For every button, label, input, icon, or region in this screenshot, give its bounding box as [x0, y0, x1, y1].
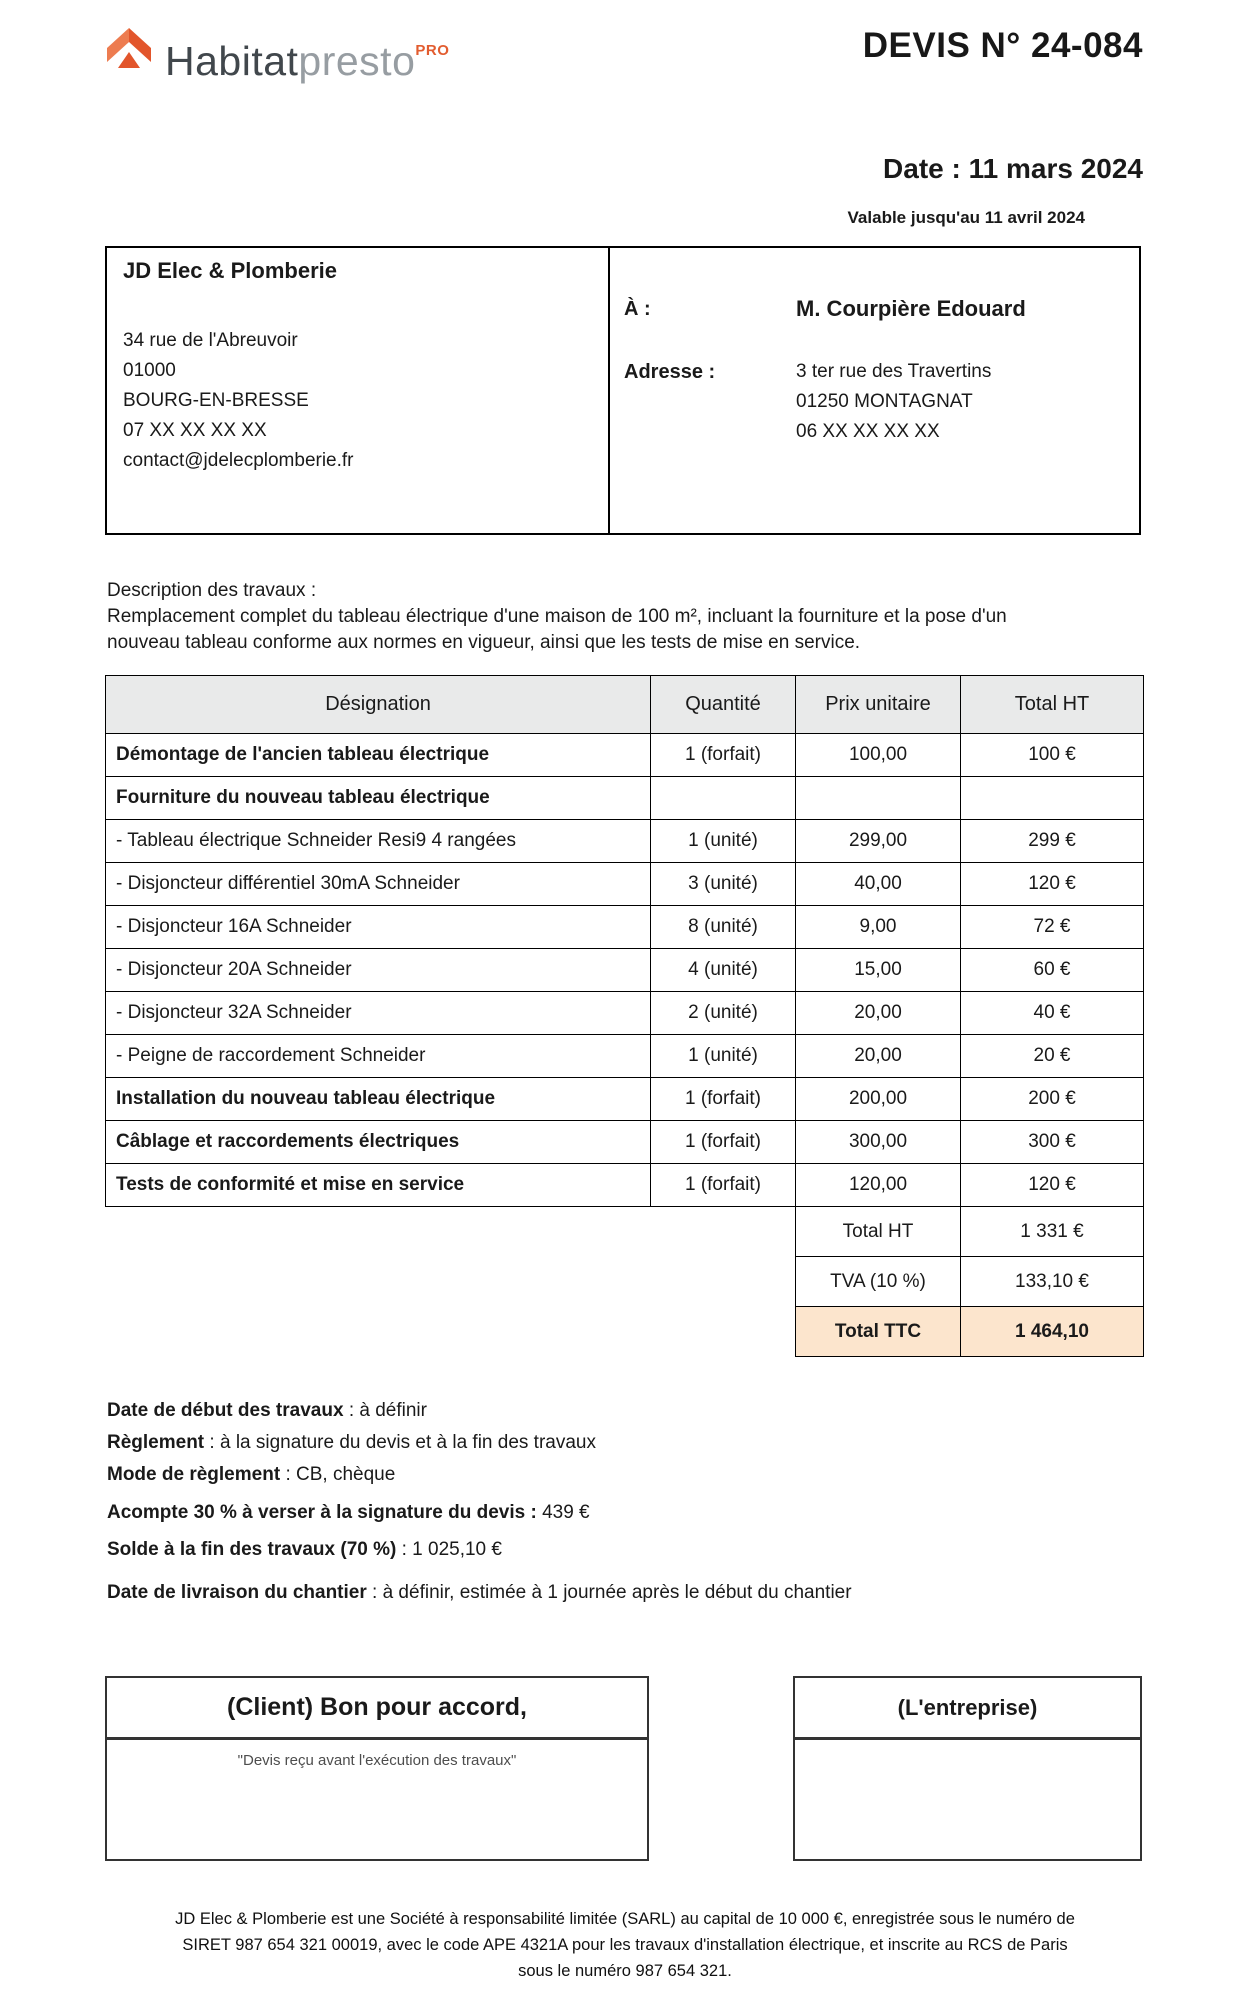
devis-number-title: DEVIS N° 24-084 [862, 26, 1143, 65]
item-total [961, 777, 1144, 820]
item-price: 40,00 [796, 863, 961, 906]
company-signature-box [793, 1676, 1142, 1861]
item-price: 20,00 [796, 992, 961, 1035]
item-designation: - Peigne de raccordement Schneider [106, 1035, 651, 1078]
total-ttc-label: Total TTC [796, 1307, 961, 1357]
item-qty: 8 (unité) [651, 906, 796, 949]
header-quantite: Quantité [651, 676, 796, 734]
table-row [106, 1164, 1144, 1207]
item-price: 299,00 [796, 820, 961, 863]
client-to-row [624, 294, 1123, 324]
item-total: 120 € [961, 1164, 1144, 1207]
item-qty: 1 (forfait) [651, 1164, 796, 1207]
devis-validity: Valable jusqu'au 11 avril 2024 [847, 208, 1085, 227]
client-phone: 06 XX XX XX XX [796, 421, 940, 442]
term-delivery-date [107, 1580, 1167, 1606]
term-reglement [107, 1430, 1167, 1456]
works-description-line1: Remplacement complet du tableau électrique d'une maison de 100 m², incluant la fourniture et la pose d'un [107, 606, 1007, 627]
item-qty: 1 (unité) [651, 820, 796, 863]
total-ttc-row [796, 1307, 1144, 1357]
works-description-line2: nouveau tableau conforme aux normes en vigueur, ainsi que les tests de mise en service. [107, 632, 861, 653]
term-value: 439 € [542, 1502, 590, 1523]
term-solde [107, 1537, 1167, 1563]
item-qty: 3 (unité) [651, 863, 796, 906]
item-designation: - Disjoncteur 16A Schneider [106, 906, 651, 949]
item-qty [651, 777, 796, 820]
total-ht-label: Total HT [796, 1207, 961, 1257]
term-acompte [107, 1500, 1167, 1526]
company-address-line: 34 rue de l'Abreuvoir [123, 330, 298, 351]
company-postal-code: 01000 [123, 360, 176, 381]
table-row [106, 949, 1144, 992]
term-label: Date de début des travaux [107, 1400, 344, 1421]
item-total: 200 € [961, 1078, 1144, 1121]
works-description-title: Description des travaux : [107, 580, 317, 601]
table-row [106, 992, 1144, 1035]
header-total-ht: Total HT [961, 676, 1144, 734]
company-city: BOURG-EN-BRESSE [123, 390, 309, 411]
client-to-label: À : [624, 298, 651, 320]
item-price: 15,00 [796, 949, 961, 992]
item-total: 40 € [961, 992, 1144, 1035]
tva-row [796, 1257, 1144, 1307]
logo-wordmark [165, 22, 449, 90]
table-row [106, 1035, 1144, 1078]
term-value: : à définir, estimée à 1 journée après le début du chantier [372, 1582, 852, 1603]
total-ttc-value: 1 464,10 [961, 1307, 1144, 1357]
item-qty: 1 (forfait) [651, 1121, 796, 1164]
company-signature-title: (L'entreprise) [795, 1678, 1140, 1740]
header-prix-unitaire: Prix unitaire [796, 676, 961, 734]
item-total: 120 € [961, 863, 1144, 906]
item-total: 300 € [961, 1121, 1144, 1164]
item-qty: 1 (unité) [651, 1035, 796, 1078]
term-label: Solde à la fin des travaux (70 %) [107, 1539, 397, 1560]
table-row [106, 777, 1144, 820]
company-block [107, 248, 610, 533]
items-table [105, 675, 1144, 1207]
item-designation: Câblage et raccordements électriques [106, 1121, 651, 1164]
item-price: 100,00 [796, 734, 961, 777]
item-total: 72 € [961, 906, 1144, 949]
works-description [107, 578, 1147, 656]
table-row [106, 1078, 1144, 1121]
term-label: Date de livraison du chantier [107, 1582, 367, 1603]
term-label: Acompte 30 % à verser à la signature du devis : [107, 1502, 537, 1523]
client-signature-box [105, 1676, 649, 1861]
legal-footer-line3: sous le numéro 987 654 321. [518, 1962, 732, 1980]
tva-value: 133,10 € [961, 1257, 1144, 1307]
item-qty: 2 (unité) [651, 992, 796, 1035]
item-total: 100 € [961, 734, 1144, 777]
item-qty: 1 (forfait) [651, 1078, 796, 1121]
client-address-label: Adresse : [624, 361, 716, 383]
item-price: 200,00 [796, 1078, 961, 1121]
item-designation: - Disjoncteur 20A Schneider [106, 949, 651, 992]
parties-box [105, 246, 1141, 535]
logo-text-habitat: Habitat [165, 38, 299, 84]
term-mode-reglement [107, 1462, 1167, 1488]
total-ht-row [796, 1207, 1144, 1257]
logo-text-pro: PRO [415, 42, 450, 59]
logo-text-presto: presto [298, 38, 416, 84]
client-block [610, 248, 1139, 533]
item-price [796, 777, 961, 820]
item-designation: Installation du nouveau tableau électrique [106, 1078, 651, 1121]
item-designation: Tests de conformité et mise en service [106, 1164, 651, 1207]
table-row [106, 906, 1144, 949]
item-designation: Fourniture du nouveau tableau électrique [106, 777, 651, 820]
client-address-city: 01250 MONTAGNAT [796, 391, 973, 412]
table-row [106, 863, 1144, 906]
term-label: Mode de règlement [107, 1464, 281, 1485]
totals-table [795, 1206, 1144, 1357]
client-address-row [624, 357, 1123, 447]
term-label: Règlement [107, 1432, 205, 1453]
item-designation: Démontage de l'ancien tableau électrique [106, 734, 651, 777]
total-ht-value: 1 331 € [961, 1207, 1144, 1257]
item-price: 9,00 [796, 906, 961, 949]
item-price: 300,00 [796, 1121, 961, 1164]
item-total: 60 € [961, 949, 1144, 992]
items-table-header-row [106, 676, 1144, 734]
term-value: : 1 025,10 € [401, 1539, 502, 1560]
item-price: 120,00 [796, 1164, 961, 1207]
legal-footer [105, 1906, 1145, 1984]
item-total: 20 € [961, 1035, 1144, 1078]
item-qty: 4 (unité) [651, 949, 796, 992]
term-start-date [107, 1398, 1167, 1424]
item-designation: - Tableau électrique Schneider Resi9 4 rangées [106, 820, 651, 863]
term-value: : à définir [348, 1400, 427, 1421]
item-qty: 1 (forfait) [651, 734, 796, 777]
client-signature-note: "Devis reçu avant l'exécution des travaux" [237, 1752, 517, 1769]
devis-date: Date : 11 mars 2024 [883, 153, 1143, 184]
legal-footer-line2: SIRET 987 654 321 00019, avec le code APE 4321A pour les travaux d'installation électrique, et inscrite au RCS de Paris [182, 1936, 1068, 1954]
client-address-values [796, 357, 991, 447]
client-signature-title: (Client) Bon pour accord, [107, 1678, 647, 1740]
term-value: : CB, chèque [285, 1464, 396, 1485]
table-row [106, 1121, 1144, 1164]
company-name: JD Elec & Plomberie [123, 258, 337, 283]
item-designation: - Disjoncteur 32A Schneider [106, 992, 651, 1035]
table-row [106, 734, 1144, 777]
legal-footer-line1: JD Elec & Plomberie est une Société à responsabilité limitée (SARL) au capital de 10 000 €, enregistrée sous le numéro de [175, 1910, 1075, 1928]
term-value: : à la signature du devis et à la fin des travaux [209, 1432, 596, 1453]
table-row [106, 820, 1144, 863]
tva-label: TVA (10 %) [796, 1257, 961, 1307]
item-total: 299 € [961, 820, 1144, 863]
client-address-line: 3 ter rue des Travertins [796, 361, 992, 382]
company-phone: 07 XX XX XX XX [123, 420, 267, 441]
company-email: contact@jdelecplomberie.fr [123, 450, 354, 471]
payment-terms [107, 1398, 1167, 1606]
header-designation: Désignation [106, 676, 651, 734]
item-designation: - Disjoncteur différentiel 30mA Schneider [106, 863, 651, 906]
client-name: M. Courpière Edouard [796, 296, 1026, 321]
house-arrow-icon [103, 24, 155, 82]
habitatpresto-logo [103, 22, 449, 90]
item-price: 20,00 [796, 1035, 961, 1078]
